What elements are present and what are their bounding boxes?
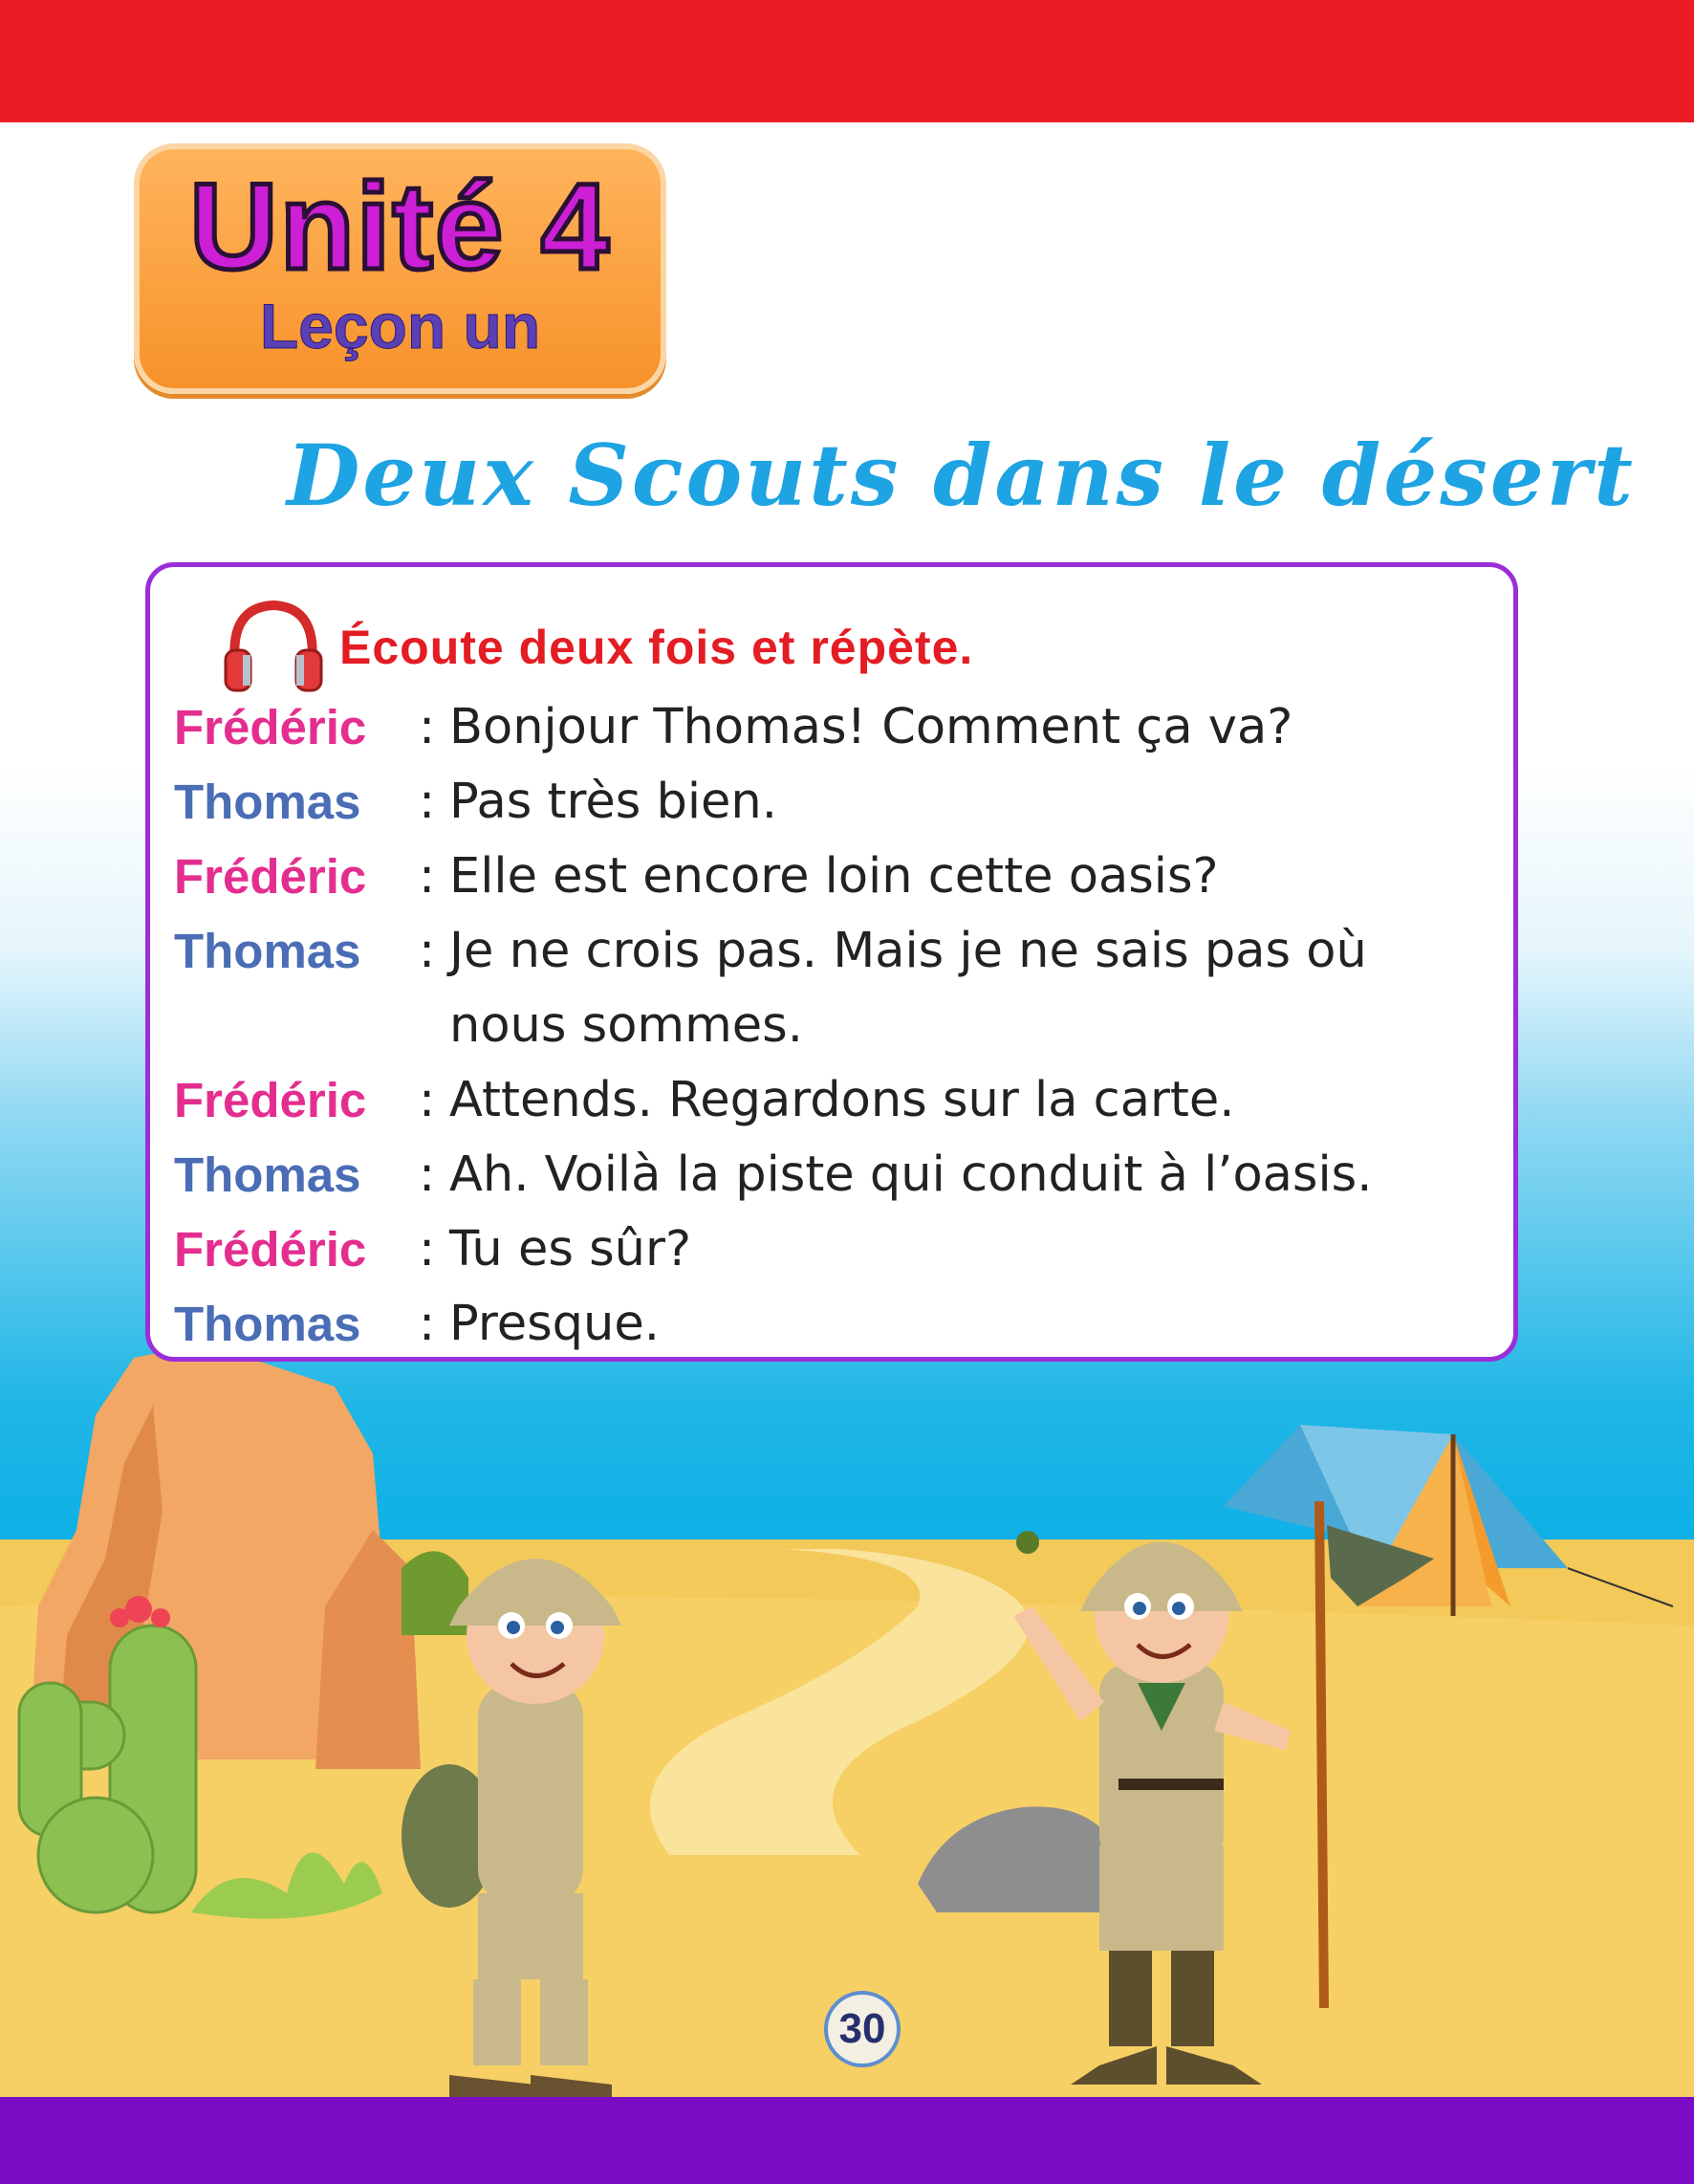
dialogue-text: Pas très bien. <box>449 774 777 830</box>
dialogue-text: Ah. Voilà la piste qui conduit à l’oasis. <box>449 1147 1373 1203</box>
speaker-name: Thomas <box>174 924 361 978</box>
unit-badge <box>134 143 666 394</box>
colon: : <box>419 1296 436 1352</box>
lesson-title: Deux Scouts dans le désert <box>287 426 1636 525</box>
dialogue-text: Bonjour Thomas! Comment ça va? <box>449 699 1293 755</box>
lesson-subtitle: Leçon un <box>259 291 541 361</box>
speaker-name: Frédéric <box>174 1073 367 1127</box>
speaker-name: Thomas <box>174 1297 361 1351</box>
bottom-color-band <box>0 2097 1694 2184</box>
speaker-name: Frédéric <box>174 849 367 904</box>
colon: : <box>419 774 436 830</box>
speaker-name: Thomas <box>174 775 361 829</box>
dialogue-text: Elle est encore loin cette oasis? <box>449 848 1219 905</box>
page-number: 30 <box>824 1991 901 2067</box>
headphones-icon[interactable] <box>222 598 325 693</box>
dialogue-text: Je ne crois pas. Mais je ne sais pas où <box>449 923 1367 979</box>
desert-scene-illustration <box>0 1320 1694 2097</box>
colon: : <box>419 923 436 979</box>
dialogue-text: Presque. <box>449 1296 660 1352</box>
instruction-text: Écoute deux fois et répète. <box>339 621 974 674</box>
colon: : <box>419 1221 436 1278</box>
dialogue-text: Tu es sûr? <box>449 1221 692 1278</box>
dialogue-text: nous sommes. <box>449 997 803 1054</box>
speaker-name: Frédéric <box>174 700 367 754</box>
colon: : <box>419 1072 436 1128</box>
unit-title: Unité 4 <box>189 159 611 295</box>
speaker-name: Thomas <box>174 1147 361 1202</box>
dialogue-text: Attends. Regardons sur la carte. <box>449 1072 1235 1128</box>
colon: : <box>419 1147 436 1203</box>
colon: : <box>419 848 436 905</box>
top-color-band <box>0 0 1694 122</box>
colon: : <box>419 699 436 755</box>
speaker-name: Frédéric <box>174 1222 367 1277</box>
